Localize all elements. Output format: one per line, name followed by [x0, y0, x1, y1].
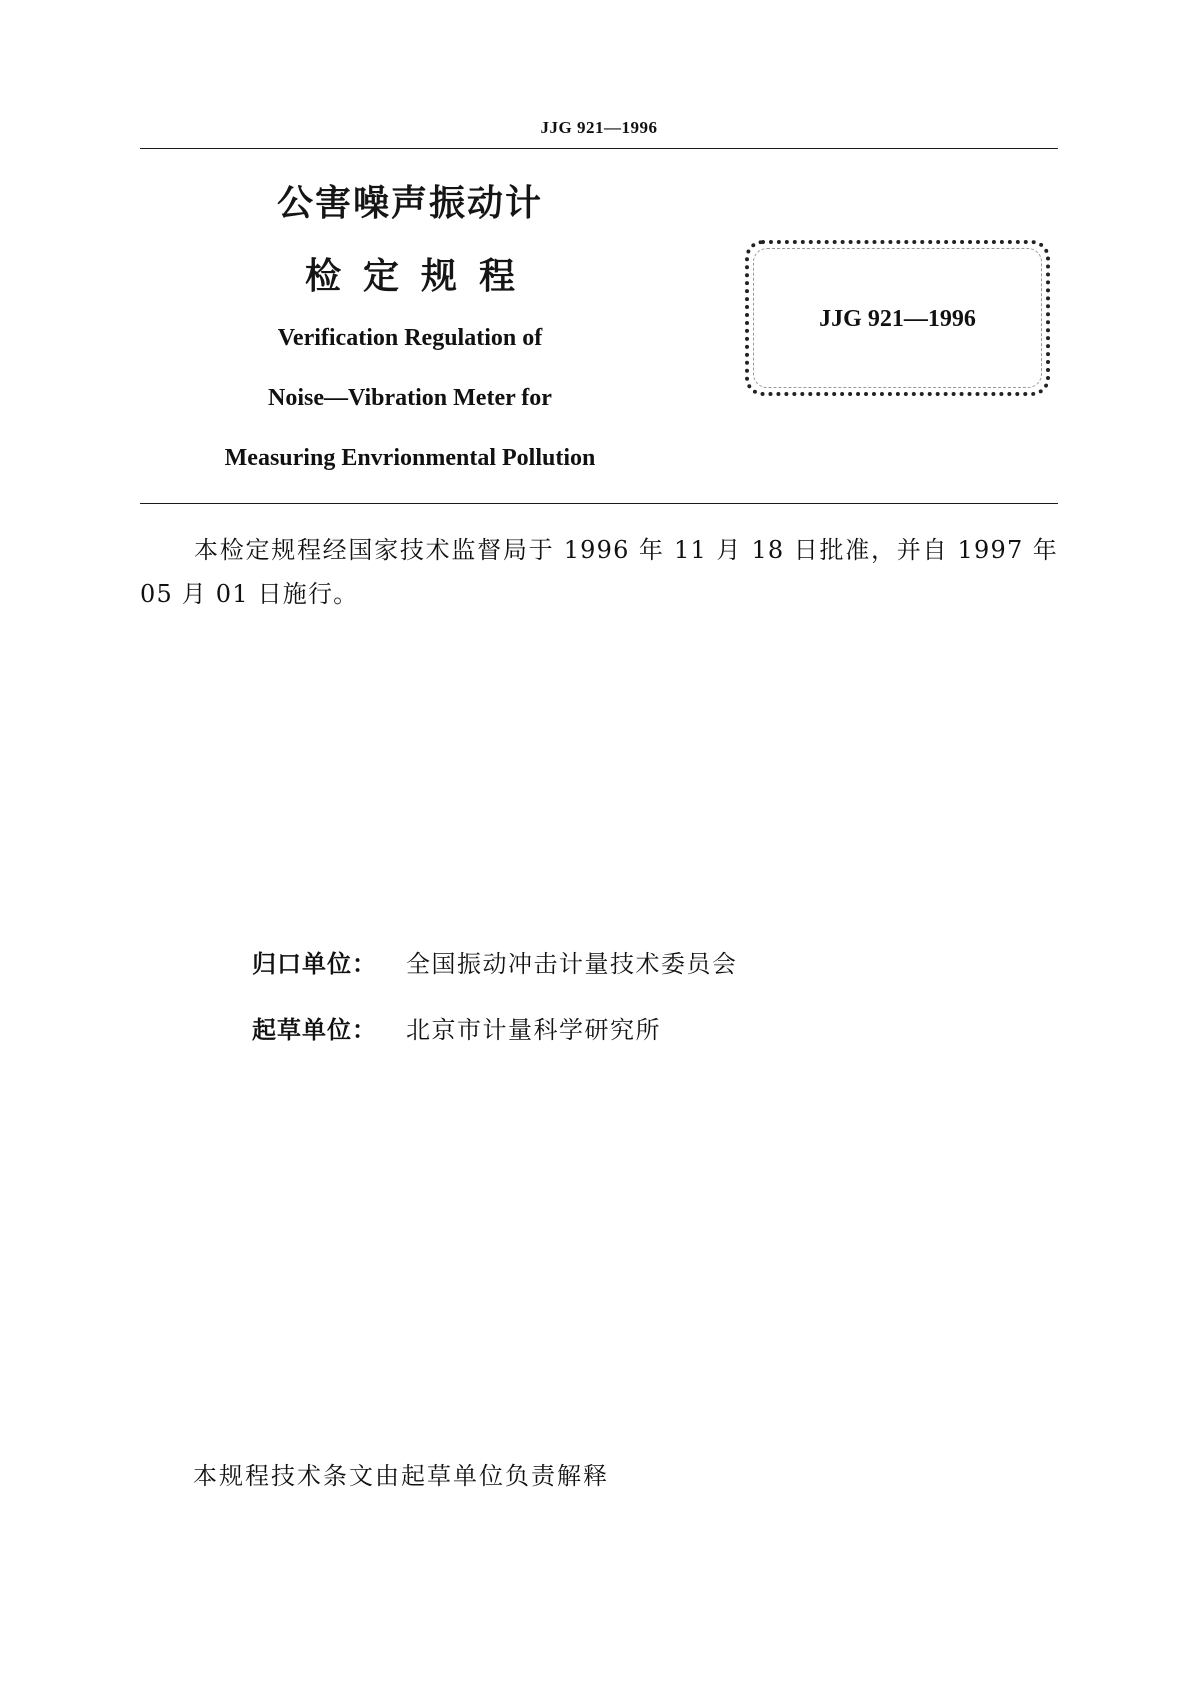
title-chinese-line-2: 检定规程	[304, 256, 537, 297]
responsible-unit-value: 全国振动冲击计量技术委员会	[406, 950, 738, 978]
running-header-code: JJG 921—1996	[540, 118, 658, 137]
title-english-line-2: Noise—Vibration Meter for	[268, 385, 552, 411]
standard-code-box	[745, 240, 1050, 396]
standard-code: JJG 921—1996	[819, 306, 976, 332]
title-english-line-1: Verification Regulation of	[277, 325, 543, 351]
interpretation-note: 本规程技术条文由起草单位负责解释	[193, 1462, 609, 1490]
drafting-unit-value: 北京市计量科学研究所	[406, 1016, 661, 1044]
drafting-unit-row	[252, 1010, 661, 1045]
approval-statement: 本检定规程经国家技术监督局于 1996 年 11 月 18 日批准，并自 1997 年 05 月 01 日施行。	[140, 536, 1058, 608]
title-chinese-line-1: 公害噪声振动计	[276, 183, 543, 224]
title-english-line-3: Measuring Envrionmental Pollution	[224, 445, 596, 471]
responsible-unit-label: 归口单位：	[252, 950, 377, 978]
drafting-unit-label: 起草单位：	[252, 1016, 377, 1044]
bottom-divider	[140, 503, 1058, 504]
top-divider	[140, 148, 1058, 149]
responsible-unit-row	[252, 944, 738, 979]
